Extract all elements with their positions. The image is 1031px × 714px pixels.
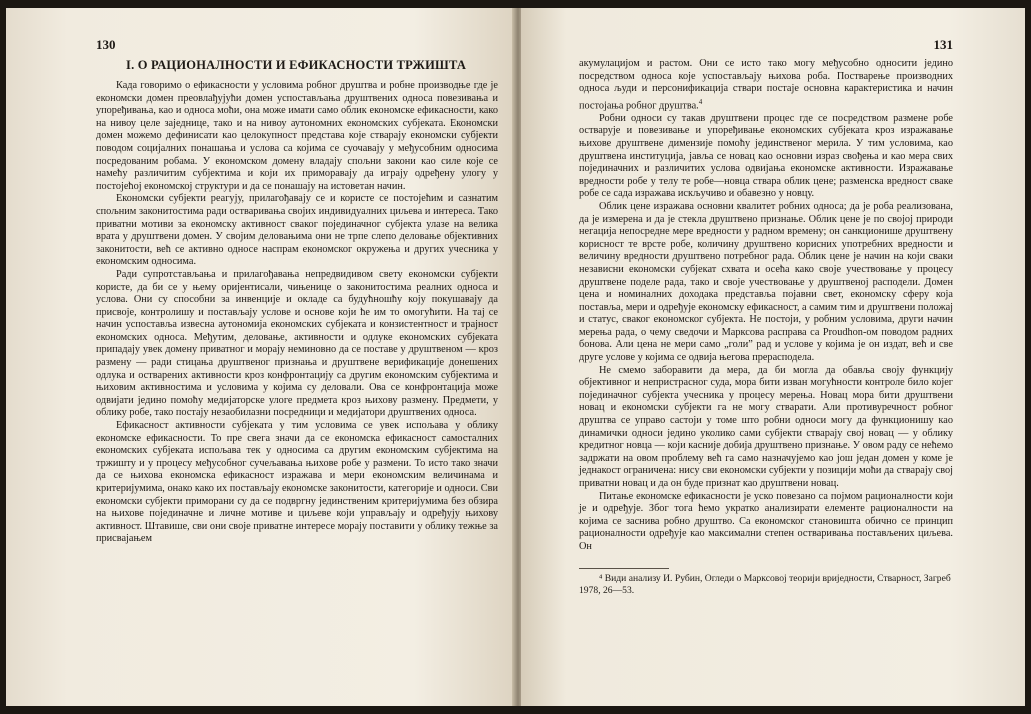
paragraph: Ради супротстављања и прилагођавања непредвидивом свету економски субјекти користе, да би се у њему оријентисали, чињенице о законитостима реалних односа и услова. Они су способни за инвенције и окладе са будућношћу коју покушавају да присвоје, контролишу и постављају услове и основе који ће им то омогућити. На тај се начин успоставља извесна аутономија економских субјеката и конзистентност и трајност економских односа. Међутим, деловање, активности и одлуке економских субјеката припадају увек домену приватног и морају неминовно да се поставе у друштвеном — кроз размену — ради стицања друштвеног признања и друштвене верификације донешених одлука и остварених активности кроз конфронтацију са другим економским субјектима и њиховим активностима и условима у којима су деловали. Ова се конфронтација може одвијати једино помоћу медијаторске улоге предмета кроз њихову размену. Предмети, у облику робе, тако постају незаобилазни посредници и медијатори друштвених односа. <box>96 268 498 419</box>
paragraph: Питање економске ефикасности је уско повезано са појмом рационалности који је и одређује. Због тога ћемо укратко анализирати елементе рационалности на којима се заснива робно друштво. Са економског становишта обично се принцип рационалности одређује као максимални степен остваривања постављених циљева. Он <box>579 490 953 552</box>
footnote-marker: 4 <box>698 97 703 106</box>
paragraph: Не смемо заборавити да мера, да би могла да обавља своју функцију објективног и непристрасног суда, мора бити изван могућности контроле било којег појединачног субјекта учесника у процесу мерења. Новац мора бити друштвени новац и економски субјекти га не могу стварати. Али противуречност робног друштва се управо састоји у томе што робни односи могу да функционишу као динамички односи једино уколико сами субјекти стварају свој новац — у облику кредитног новца — који касније добија друштвено признање. У овом раду се нећемо задржати на овом проблему већ га само назначујемо као још један домен у коме је једнакост ограничена: нису сви економски субјекти у позицији моћи да стварају свој приватни новац и да он буде признат као друштвени новац. <box>579 364 953 490</box>
footnote-divider <box>579 568 669 569</box>
footnote: ⁴ Види анализу И. Рубин, Огледи о Марксовој теорији вриједности, Стварност, Загреб 1978, 26—53. <box>579 572 951 596</box>
paragraph: Када говоримо о ефикасности у условима робног друштва и робне производње где је економски домен преовлађујући домен успостављања друштвених односа повезивања и упоређивања, као и односа моћи, она може имати само облик економске ефикасности, како на нивоу целе заједнице, тако и на нивоу аутономних економских субјеката. Економски домен можемо дефинисати као целокупност представа које стварају економски субјекти поводом социјалних понашања и услова са којима се суочавају у међусобним односима посредованим робама. У економском домену владају спољни закони као силе које се намећу различитим субјектима и који их приморавају да играју одређену улогу у постојећој економској структури и да се понашају на истоветан начин. <box>96 80 498 192</box>
paragraph: Облик цене изражава основни квалитет робних односа; да је роба реализована, да је измерена и да је стекла друштвено признање. Облик цене је по својој природи негација непосредне мере вредности у радном времену; он санкционише друштвену корисност те врсте робе, количину друштвено корисних употребних вредности и величину вредности друштвено потребног рада. Облик цене је начин на који сваки независни економски субјекат схвата и осећа како своје учествовање у процесу друштвене поделе рада, тако и своје учествовање у друштвеној расподели. Домен цена и номиналних доходака представља појавни свет, економску сферу која поставља, мери и одређује економску ефикасност, а самим тим и друштвени положај и статус, сваког економског субјекта. Не постоји, у робним условима, други начин мерења рада, о чему сведочи и Марксова расправа са Proudhon-ом поводом радних бонова. Али цена не мери само „голи” рад и услове у којима је он издат, већ и све друге услове у којима се одвија његова прерасподела. <box>579 200 953 364</box>
paragraph-text: акумулацијом и растом. Они се исто тако могу међусобно односити једино посредством односа које успостављају њихова роба. Постварење производних односа људи и персонификација ствари постаје основна карактеристика и начин постојања робног друштва. <box>579 58 953 112</box>
paragraph: Економски субјекти реагују, прилагођавају се и користе се постојећим и сазнатим спољним законитостима ради остваривања својих индивидуалних циљева и интереса. Тако приватни мотиви за економску активност сваког појединачног субјекта улазе на велика врата у друштвени домен. У својим деловањима они не трпе слепо деловање објективних законитости, већ се активно односе наспрам економског окружења и других учесника у економским односима. <box>96 193 498 268</box>
page-number-right: 131 <box>933 37 953 52</box>
left-page <box>6 8 516 706</box>
page-number-left: 130 <box>96 37 116 52</box>
paragraph <box>579 58 953 113</box>
right-page <box>521 8 1025 706</box>
paragraph: Робни односи су такав друштвени процес где се посредством размене робе остварује и повезивање и упоређивање економских субјеката кроз изражавање њихове друштвене димензије помоћу јединственог мерила. У тим условима, као друштвена институција, јавља се новац као основни израз свођења и као мера свих појединачних и различитих услова одвијања економске активности. Изражавање вредности робе у телу те робе—новца ствара облик цене; разменска вредност сваке робе се сада изражава искључиво и обавезно у новцу. <box>579 112 953 200</box>
paragraph: Ефикасност активности субјеката у тим условима се увек испољава у облику економске ефикасности. То пре свега значи да се економска ефикасност самосталних економских субјеката испољава тек у односима са другим економским субјектима на тржишту и у процесу међусобног сучељавања њихове робе у размени. То исто тако значи да се њихова економска ефикасност изражава и мери економским величинама и критеријумима, онако како их постављају економске законитости, категорије и односи. Сви економски субјекти приморани су да се подвргну јединственим критеријумима без обзира на њихове појединачне и личне мотиве и циљеве који управљају и одређују њихову активност. Штавише, сви они своје приватне интересе морају поставити у облику тежње за присвајањем <box>96 420 498 545</box>
chapter-heading: I. О РАЦИОНАЛНОСТИ И ЕФИКАСНОСТИ ТРЖИШТА <box>126 58 467 72</box>
